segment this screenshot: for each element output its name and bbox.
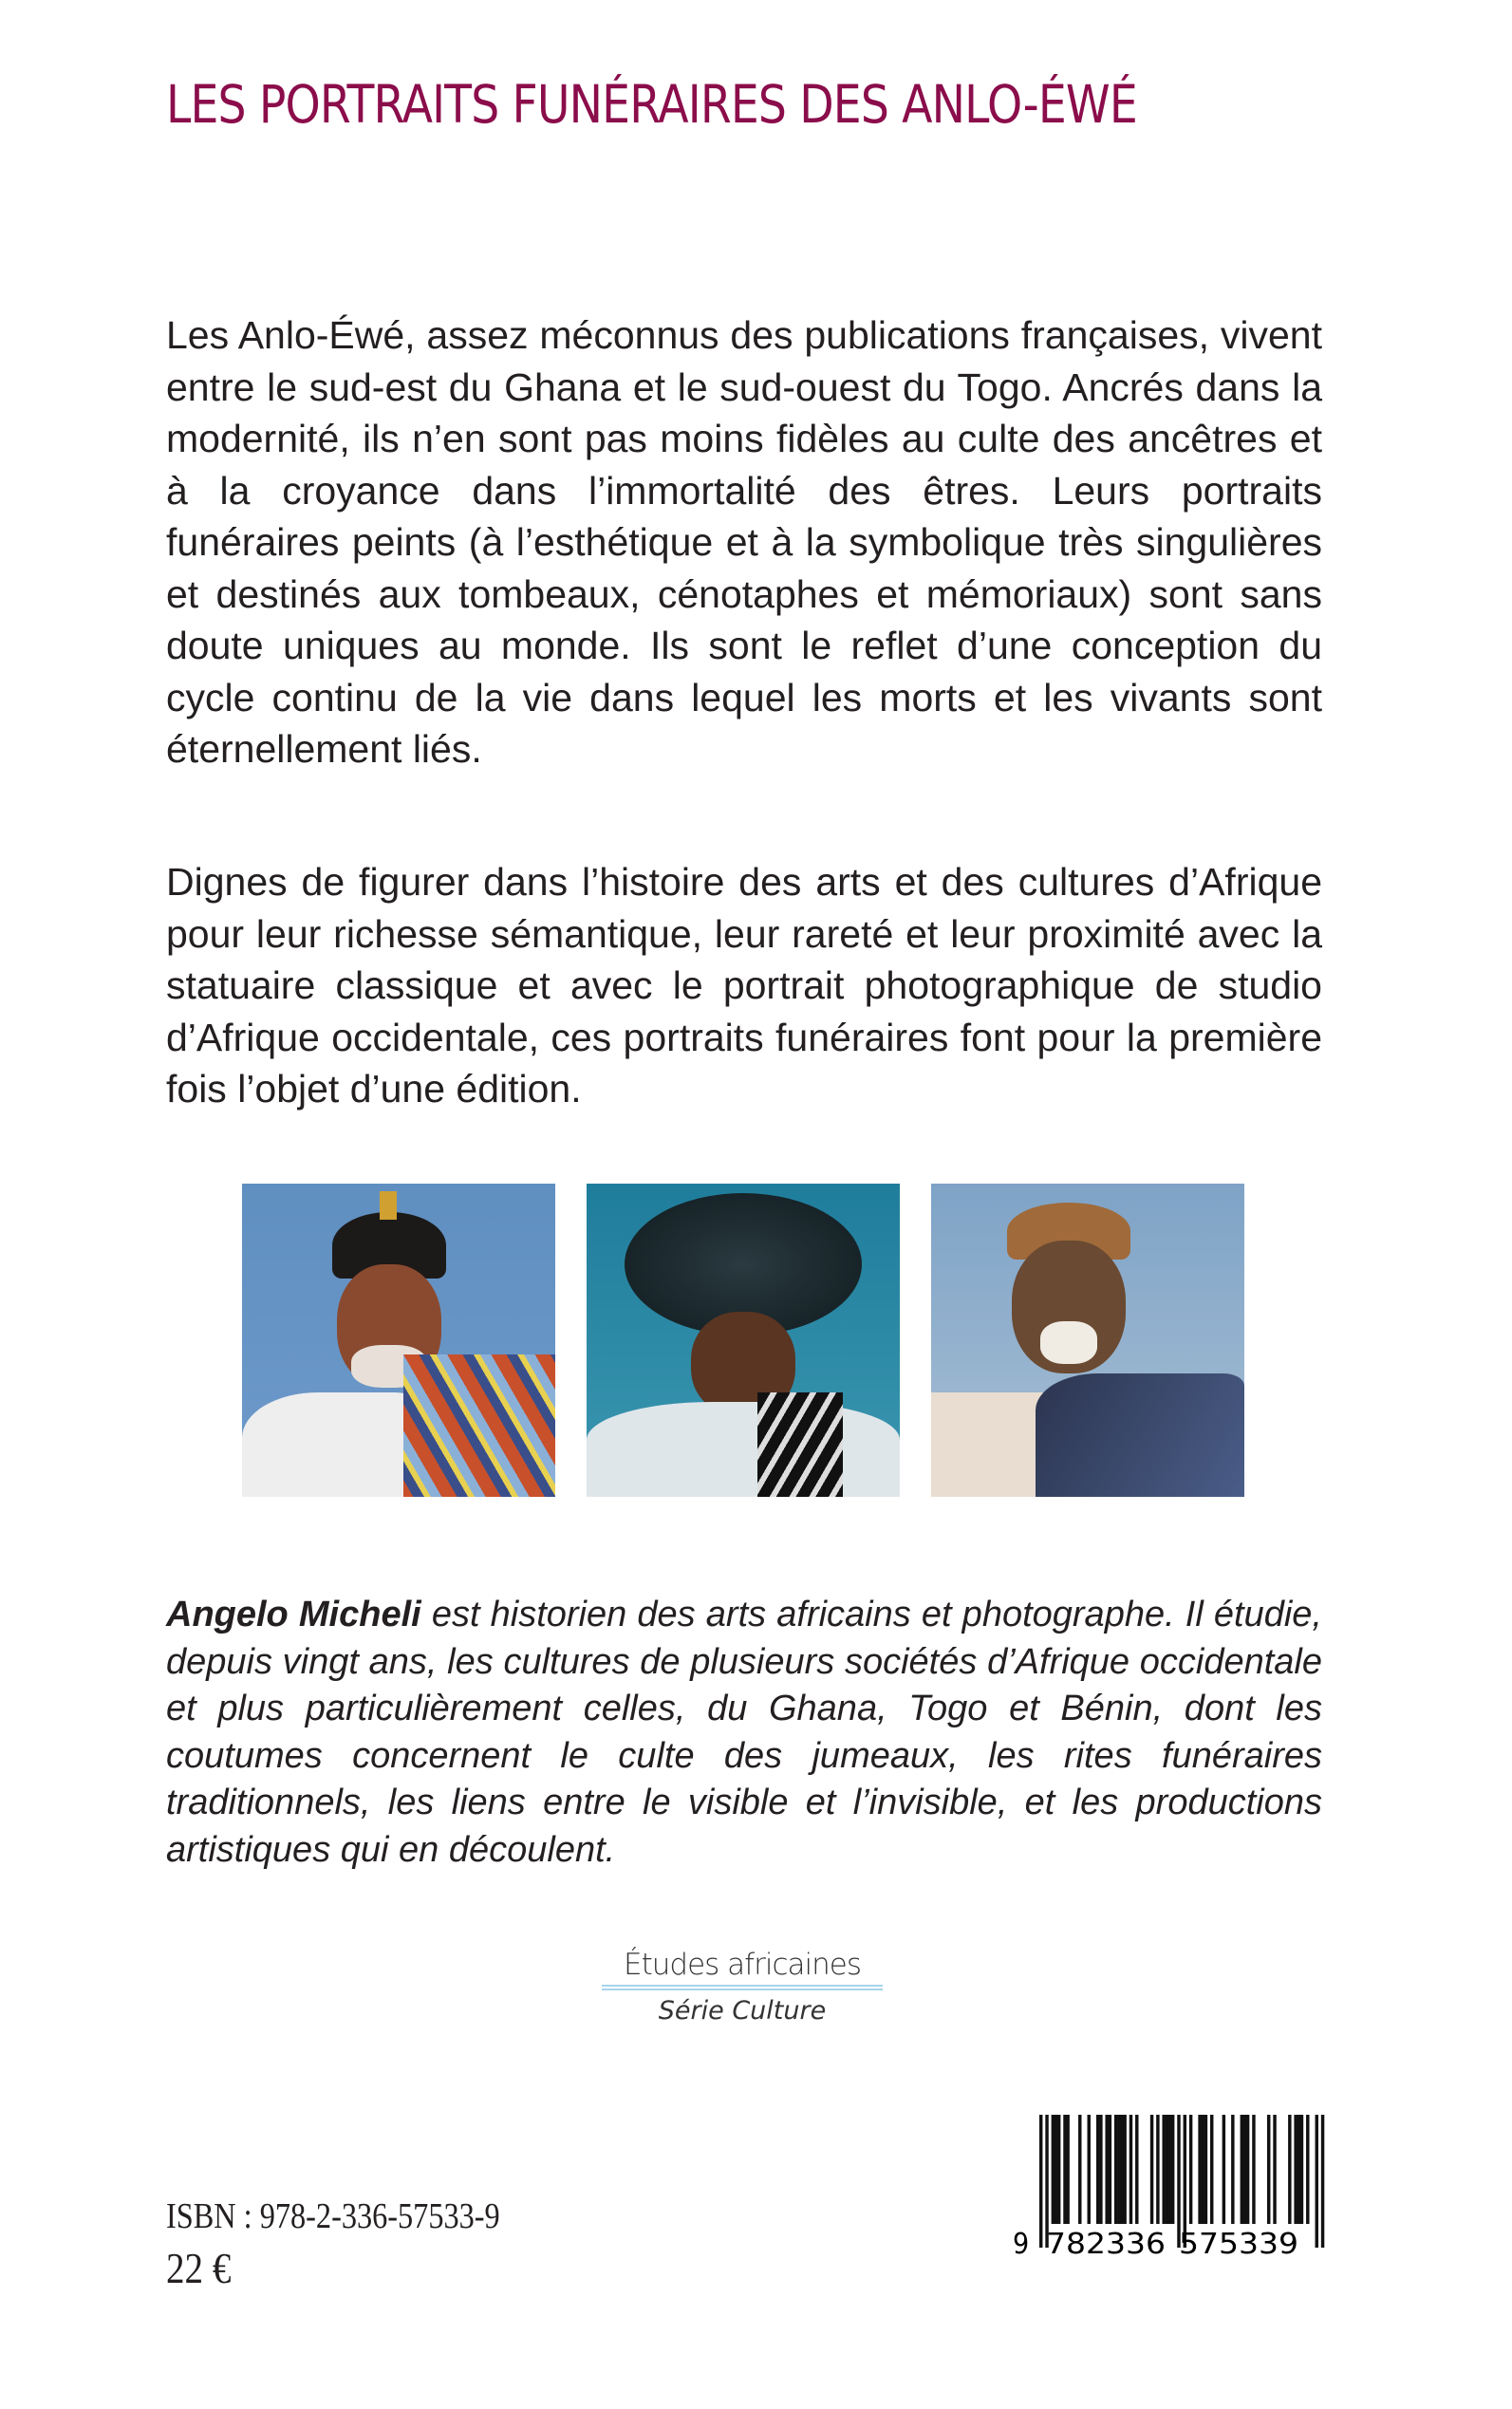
barcode-bar: [1066, 2115, 1069, 2224]
barcode-bar: [1096, 2115, 1099, 2224]
barcode-bar: [1055, 2115, 1057, 2224]
barcode-bar: [1135, 2115, 1138, 2224]
barcode-bar: [1120, 2115, 1123, 2224]
barcode-bar: [1105, 2115, 1108, 2224]
barcode-bar: [1168, 2115, 1171, 2224]
barcode-bar: [1063, 2115, 1066, 2224]
series-name: Études africaines: [624, 1948, 861, 1982]
portrait-image-3: [931, 1184, 1244, 1497]
barcode-bar: [1150, 2115, 1153, 2224]
barcode-bar: [1109, 2115, 1111, 2224]
barcode-bar: [1156, 2115, 1159, 2224]
barcode-digits-right: 575339: [1179, 2228, 1298, 2257]
description-paragraph-1: Les Anlo-Éwé, assez méconnus des publications françaises, vivent entre le sud-est du Ghana et le sud-ouest du Togo. Ancrés dans la modernité, ils n’en sont pas moins fidèles au culte des ancêtres et à la croyance dans l’immortalité des êtres. Leurs portraits funéraires peints (à l’esthétique et à la symbolique très singulières et destinés aux tombeaux, cénotaphes et mémoriaux) sont sans doute uniques au monde. Ils sont le reflet d’une conception du cycle continu de la vie dans lequel les morts et les vivants sont éternellement liés.: [166, 313, 1322, 771]
barcode-bar: [1162, 2115, 1165, 2224]
barcode-bar: [1099, 2115, 1102, 2224]
portrait-image-2: [587, 1184, 900, 1497]
barcode-bar: [1171, 2115, 1174, 2224]
price: 22 €: [166, 2244, 232, 2292]
barcode-bar: [1129, 2115, 1132, 2224]
barcode-bar: [1052, 2115, 1055, 2224]
barcode-bar: [1316, 2115, 1318, 2248]
book-title: LES PORTRAITS FUNÉRAIRES DES ANLO-ÉWÉ: [166, 74, 1137, 135]
barcode-bar: [1300, 2115, 1303, 2224]
barcode-digits-left: 782336: [1046, 2228, 1166, 2257]
barcode-bar: [1189, 2115, 1192, 2224]
author-bio-text: est historien des arts africains et photographe. Il étudie, depuis vingt ans, les cultures de plusieurs sociétés d’Afrique occidentale et plus particulièrement celles, du Ghana, Togo et Bénin, dont les coutumes concernent le culte des jumeaux, les rites funéraires traditionnels, les liens entre le visible et l’invisible, et les productions artistiques qui en découlent.: [166, 1595, 1322, 1870]
barcode-bar: [1288, 2115, 1291, 2224]
description-paragraph-2: Dignes de figurer dans l’histoire des arts et des cultures d’Afrique pour leur richesse sémantique, leur rareté et leur proximité avec la statuaire classique et avec le portrait photographique de studio d’Afrique occidentale, ces portraits funéraires font pour la première fois l’objet d’une édition.: [166, 860, 1322, 1111]
barcode-bar: [1202, 2115, 1204, 2224]
author-bio: [166, 1592, 1322, 1874]
barcode-digit-first: 9: [1013, 2228, 1030, 2257]
barcode: [1008, 2115, 1331, 2257]
barcode-bar: [1198, 2115, 1201, 2224]
barcode-bar: [1057, 2115, 1060, 2224]
barcode-bar: [1088, 2115, 1091, 2224]
author-name: Angelo Micheli: [166, 1595, 421, 1634]
barcode-bar: [1246, 2115, 1249, 2224]
barcode-bar: [1204, 2115, 1207, 2224]
barcode-bar: [1273, 2115, 1276, 2224]
series-subtitle: Série Culture: [658, 1996, 827, 2026]
isbn: ISBN : 978-2-336-57533-9: [166, 2196, 500, 2236]
barcode-bar: [1231, 2115, 1234, 2224]
barcode-bar: [1321, 2115, 1324, 2248]
barcode-bar: [1039, 2115, 1042, 2248]
series-divider: [602, 1985, 883, 1990]
barcode-bar: [1267, 2115, 1270, 2224]
barcode-bar: [1297, 2115, 1300, 2224]
barcode-bar: [1114, 2115, 1117, 2224]
barcode-bar: [1166, 2115, 1168, 2224]
portrait-image-1: [242, 1184, 555, 1497]
barcode-bar: [1223, 2115, 1225, 2224]
barcode-bar: [1117, 2115, 1120, 2224]
barcode-bar: [1252, 2115, 1255, 2224]
barcode-bar: [1243, 2115, 1246, 2224]
barcode-bar: [1210, 2115, 1213, 2224]
barcode-bar: [1294, 2115, 1297, 2224]
barcode-bar: [1241, 2115, 1243, 2224]
series-logo: [600, 1948, 885, 2026]
barcode-bar: [1123, 2115, 1126, 2224]
barcode-bar: [1078, 2115, 1081, 2224]
barcode-bar: [1306, 2115, 1309, 2224]
